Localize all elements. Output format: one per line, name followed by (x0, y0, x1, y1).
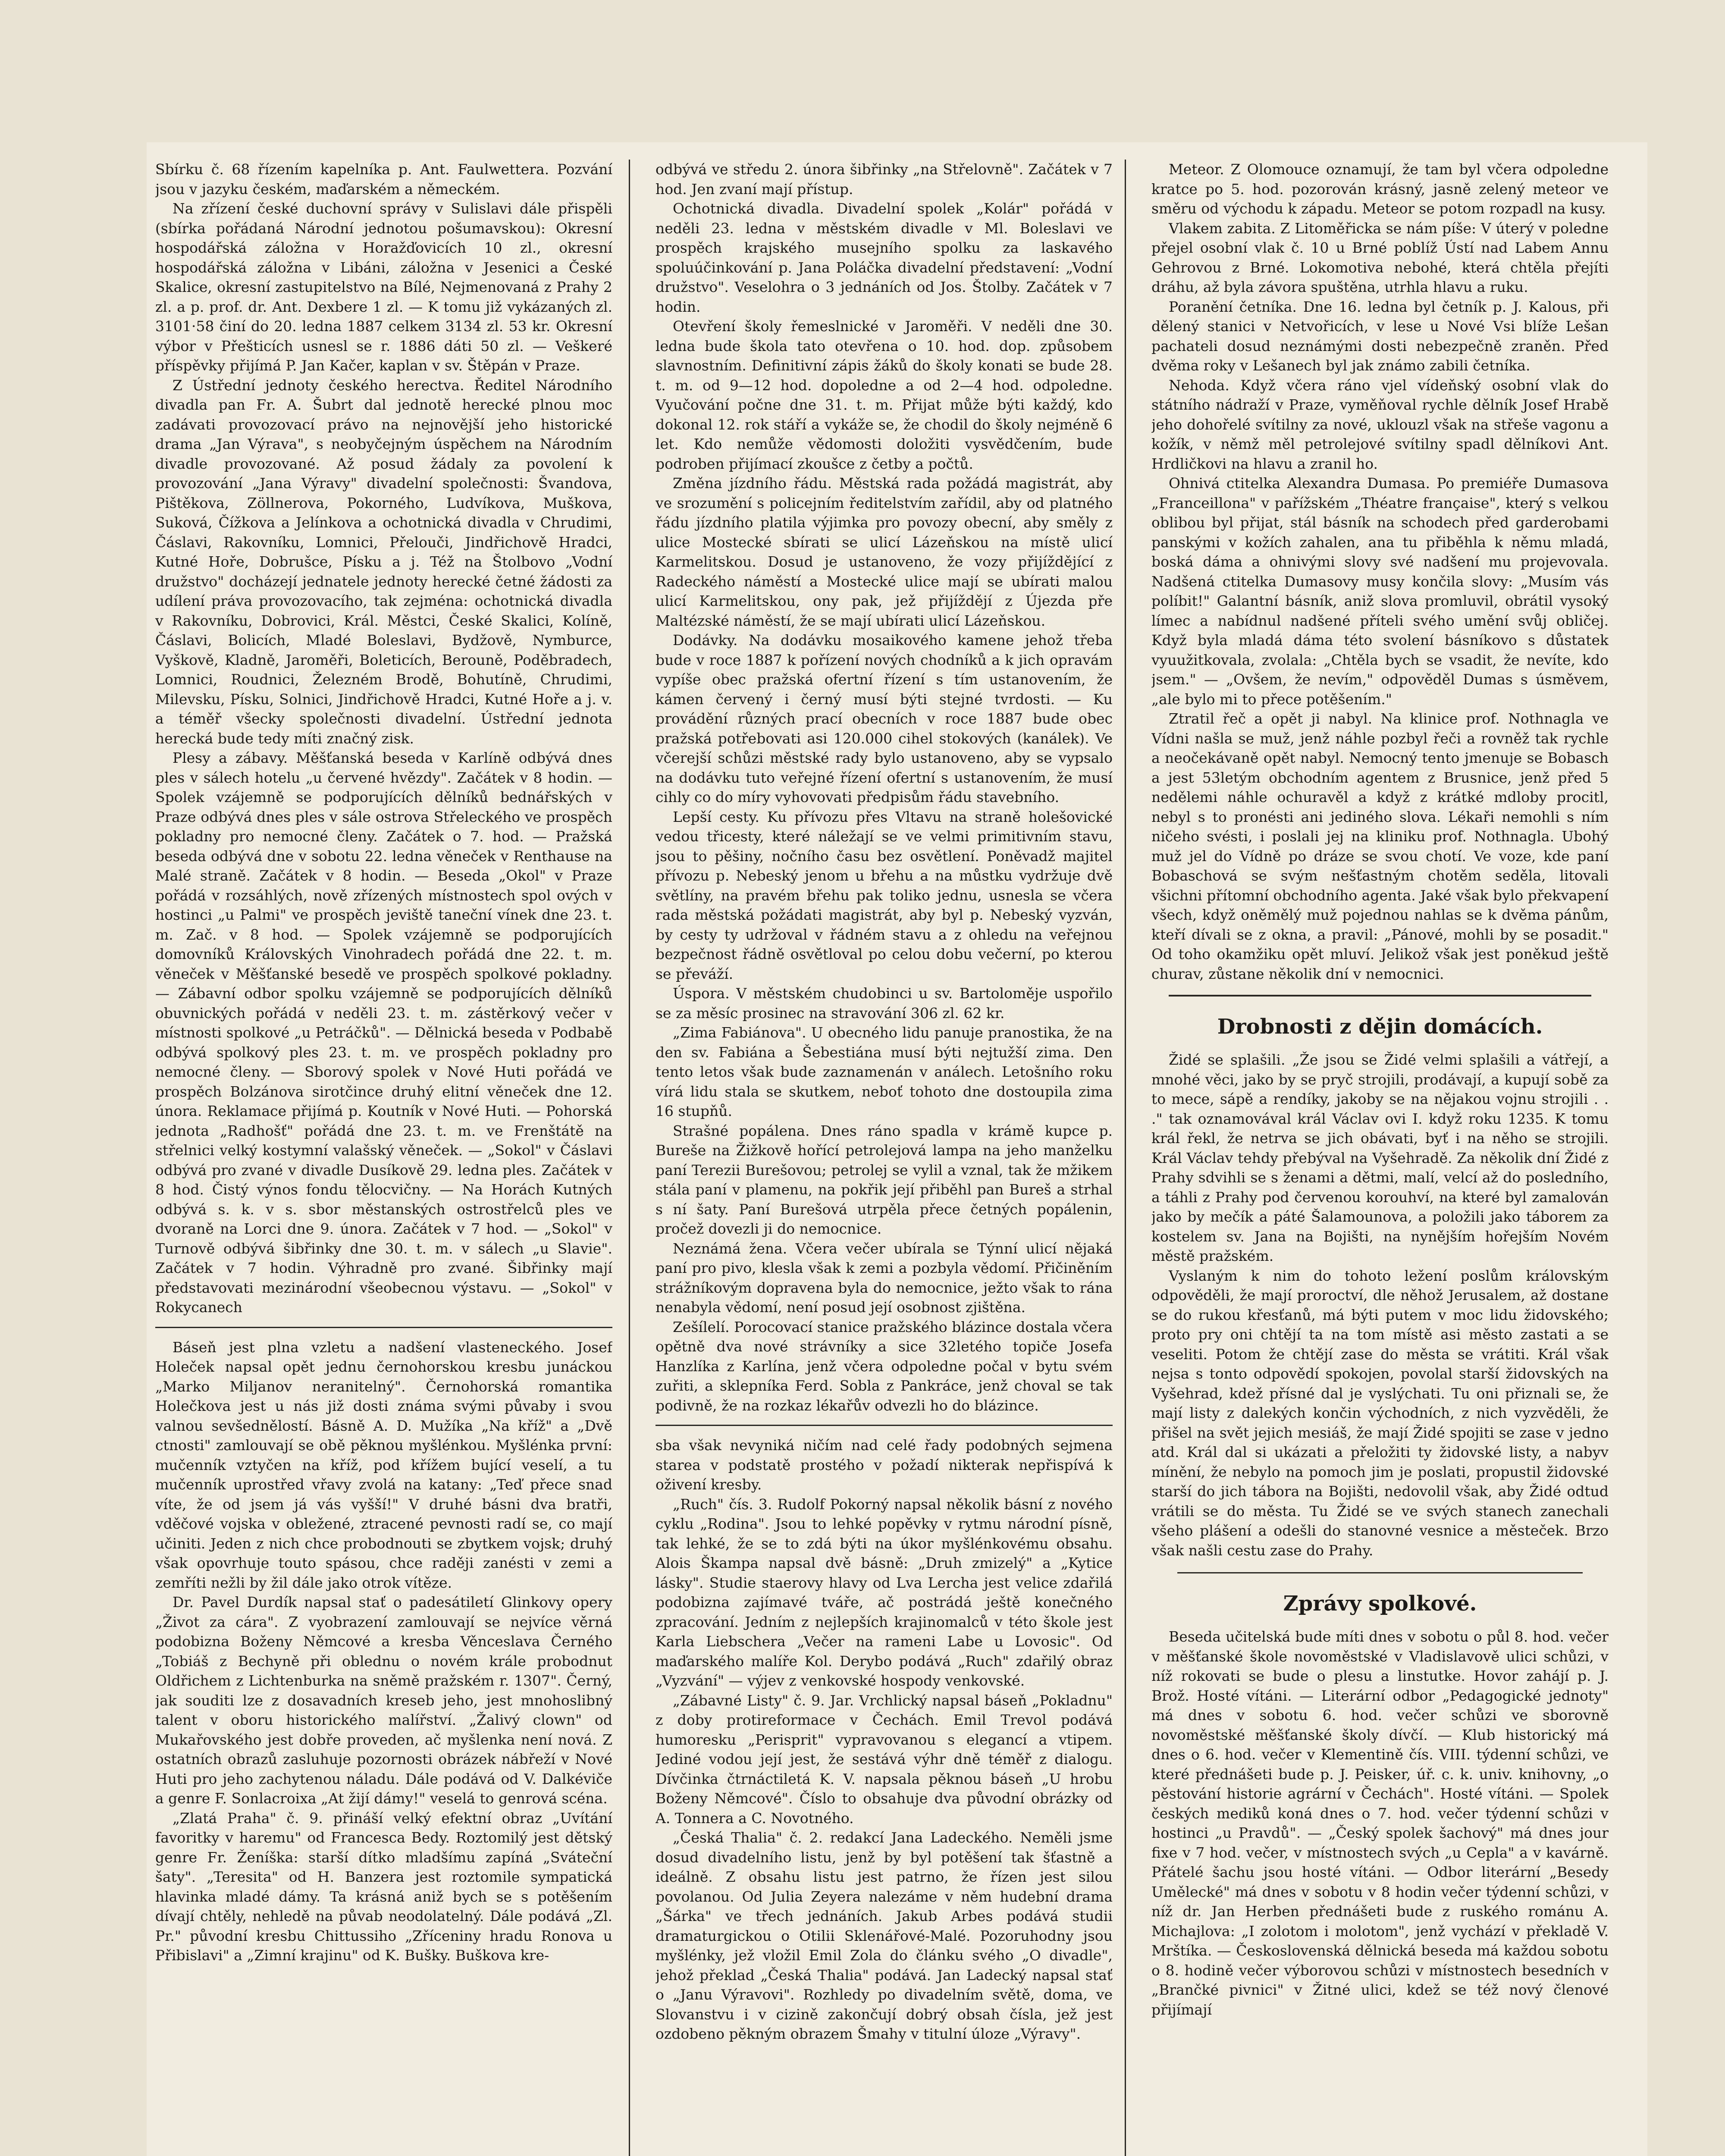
article-dodavky: Dodávky. Na dodávku mosaikového kamene jehož třeba bude v roce 1887 k pořízení nových chodníků a k jich opravám vypíše obec pražská ofertní řízení s tím ustanovením, že kámen červený i černý musí býti stejné tvrdosti. — Ku provádění různých prací obecních v roce 1887 bude obec pražská potřebovati asi 120.000 cihel stokových (kanálek). Ve včerejší schůzi městské rady bylo ustanoveno, aby se vypsalo na dodávku tuto veřejné řízení ofertní s ustanovením, že musí cihly co do míry vyhovovati předpisům řádu stavebního. (656, 632, 1113, 805)
article-meteor: Meteor. Z Olomouce oznamují, že tam byl včera odpoledne kratce po 5. hod. pozorován krásný, jasně zelený meteor ve směru od východu k západu. Meteor se potom rozpadl na kusy. (1151, 161, 1609, 217)
section-divider (1177, 1572, 1583, 1573)
column-middle (656, 160, 1113, 2156)
article-ceska-thalia: „Česká Thalia" č. 2. redakcí Jana Ladeckého. Neměli jsme dosud divadelního listu, jenž by byl potěšení tak šťastně a ideálně. Z obsahu listu jest patrno, že řízen jest silou povolanou. Od Julia Zeyera nalezáme v něm hudební drama „Šárka" ve třech jednáních. Jakub Arbes podává studii dramaturgickou o Otilii Sklenářové-Malé. Pozoruhodny jsou myšlénky, jež vložil Emil Zola do článku svého „O divadle", jehož překlad „Česká Thalia" podává. Jan Ladecký napsal stať o „Janu Výravovi". Rozhledy po divadelním světě, doma, ve Slovanstvu i v cizině zakončují dobrý obsah čísla, jež jest ozdobeno pěkným obrazem Šmahy v titulní úloze „Výravy". (656, 1829, 1113, 2042)
article-zesileli: Zešílelí. Porocovací stanice pražského blázince dostala včera opětně dva nové strávníky a sice 32letého topiče Josefa Hanzlíka z Karlína, jenž včera odpoledne počal v bytu svém zuřiti, a sklepníka Ferd. Sobla z Pankráce, jenž choval se tak podivně, že na rozkaz lékařův odvezli ho do blázince. (656, 1318, 1113, 1414)
article-neznama-zena: Neznámá žena. Včera večer ubírala se Týnní ulicí nějaká paní pro pivo, klesla však k zemi a pozbyla vědomí. Přičiněním strážníkovým dopravena byla do nemocnice, ježto však to rána nenabyla vědomí, není posud její osobnost zjištěna. (656, 1240, 1113, 1316)
article-review-1: Báseň jest plna vzletu a nadšení vlasteneckého. Josef Holeček napsal opět jednu černohorskou kresbu junáckou „Marko Miljanov neranitelný". Černohorská romantika Holečkova jest u nás již dosti známa svými půvaby i svou valnou sevšednělostí. Básně A. D. Mužíka „Na kříž" a „Dvě ctnosti" zamlouvají se obě pěknou myšlénkou. Myšlénka první: mučenník vztyčen na kříž, pod křížem bující veselí, a tu mučenník uprostřed vřavy zvolá na katany: „Teď přece snad víte, že od jsem já vás vyšší!" V druhé básni dva bratři, vděčové vojska v obležené, ztracené pevnosti radí se, co mají učiniti. Jeden z nich chce probodnouti se zbytkem vojsk; druhý však opovrhuje touto spásou, chce raději zanésti v zemi a zemříti nežli by žil dále jako otrok vítěze. (155, 1338, 612, 1591)
article-ruch: „Ruch" čís. 3. Rudolf Pokorný napsal několik básní z nového cyklu „Rodina". Jsou to lehké popěvky v rytmu národní písně, tak lehké, že se to zdá býti na úkor myšlénkovému obsahu. Alois Škampa napsal dvě básně: „Druh zmizelý" a „Kytice lásky". Studie staerovy hlavy od Lva Lercha jest velice zdařilá podobizna zajímavé tváře, ač postrádá ještě konečného zpracování. Jedním z nejlepších krajinomalců v této škole jest Karla Liebschera „Večer na rameni Labe u Lovosic". Od maďarského malíře Kol. Derybo podává „Ruch" zdařilý obraz „Vyzvání" — výjev z venkovské hospody venkovské. (656, 1495, 1113, 1689)
article-ochotnicka-divadla: Ochotnická divadla. Divadelní spolek „Kolár" pořádá v neděli 23. ledna v městském divadle v Ml. Boleslavi ve prospěch krajského musejního spolku za laskavého spoluúčinkování p. Jana Poláčka divadelní představení: „Vodní družstvo". Veselohra o 3 jednáních od Jos. Štolby. Začátek v 7 hodin. (656, 200, 1113, 315)
column-divider (1125, 160, 1126, 2156)
article-zabavne-listy: „Zábavné Listy" č. 9. Jar. Vrchlický napsal báseň „Pokladnu" z doby protireformace v Čechách. Emil Trevol podává humoresku „Perisprit" vypravovanou s elegancí a vtipem. Jediné vodou její jest, že sestává výhr dně téměř z dialogu. Dívčinka čtrnáctiletá K. V. napsala pěknou báseň „U hrobu Boženy Němcové". Číslo to obsahuje dva původní obrázky od A. Tonnera a C. Novotného. (656, 1692, 1113, 1827)
article-herectvo: Z Ústřední jednoty českého herectva. Ředitel Národního divadla pan Fr. A. Šubrt dal jednotě herecké plnou moc zadávati provozovací právo na nejnovější jeho historické drama „Jan Výrava", s neobyčejným úspěchem na Národním divadle provozované. Až posud žádaly za povolení k provozování „Jana Výravy" divadelní společnosti: Švandova, Pištěkova, Zöllnerova, Pokorného, Ludvíkova, Muškova, Suková, Čížkova a Jelínkova a ochotnická divadla v Chrudimi, Čáslavi, Rakovníku, Lomnici, Přelouči, Jindřichově Hradci, Kutné Hoře, Dobrušce, Písku a j. Též na Štolbovo „Vodní družstvo" docházejí jednatele jednoty herecké četné žádosti za udílení práva provozovacího, tak zejména: ochotnická divadla v Rakovníku, Dobrovici, Král. Městci, České Skalici, Kolíně, Čáslavi, Bolicích, Mladé Boleslavi, Bydžově, Nymburce, Vyškově, Kladně, Jaroměři, Boleticích, Berouně, Poděbradech, Lomnici, Roudnici, Železném Brodě, Bohutíně, Chrudimi, Milevsku, Písku, Solnici, Jindřichově Hradci, Kutné Hoře a j. v. a téměř všecky společnosti divadelní. Ústřední jednota herecká bude tedy míti značný zisk. (155, 376, 612, 747)
article-zlata-praha: „Zlatá Praha" č. 9. přináší velký efektní obraz „Uvítání favoritky v haremu" od Francesca Bedy. Roztomilý jest dětský genre Fr. Ženíška: starší dítko mladšímu zapíná „Sváteční šaty". „Teresita" od H. Banzera jest roztomile sympatická hlavinka mladé dámy. Ta krásná aniž bych se s potěšením dívají chtěly, nehledě na půvab neodolatelný. Dále podává „Zl. Pr." původní kresbu Chittussiho „Zříceniny hradu Ronova u Přibislavi" a „Zimní krajinu" od K. Bušky. Buškova kre- (155, 1809, 612, 1964)
section-divider (1169, 995, 1591, 997)
article-popalena: Strašné popálena. Dnes ráno spadla v krámě kupce p. Bureše na Žižkově hořící petrolejová lampa na jeho manželku paní Terezii Burešovou; petrolej se vylil a vznal, tak že mžikem stála paní v plamenu, na pokřik její přiběhl pan Bureš a strhal s ní šaty. Paní Burešová utrpěla přece četných popálenin, pročež dovezli ji do nemocnice. (656, 1122, 1113, 1237)
article-uspora: Úspora. V městském chudobinci u sv. Bartoloměje uspořilo se za měsíc prosinec na stravování 306 zl. 62 kr. (656, 985, 1113, 1022)
column-divider (629, 160, 630, 2156)
section-divider (656, 1425, 1113, 1426)
column-right (1151, 160, 1609, 2156)
article-plesy: Plesy a zábavy. Měšťanská beseda v Karlíně odbývá dnes ples v sálech hotelu „u červené hvězdy". Začátek v 8 hodin. — Spolek vzájemně se podporujících dělníků bednářských v Praze odbývá dnes ples v sále ostrova Střeleckého ve prospěch pokladny pro nemocné členy. Začátek o 7. hod. — Pražská beseda odbývá dne v sobotu 22. ledna věneček v Renthause na Malé straně. Začátek v 8 hodin. — Beseda „Okol" v Praze pořádá v rozsáhlých, nově zřízených místnostech spol ových v hostinci „u Palmi" ve prospěch jeviště taneční vínek dne 23. t. m. Zač. v 8 hod. — Spolek vzájemně se podporujících domovníků Královských Vinohradech pořádá dne 22. t. m. věneček v Měšťanské besedě ve prospěch spolkové pokladny. — Zábavní odbor spolku vzájemně se podporujících dělníků obuvnických pořádá v neděli 23. t. m. zástěrkový večer v místnosti spolkové „u Petráčků". — Dělnická beseda v Podbabě odbývá spolkový ples 23. t. m. ve prospěch pokladny pro nemocné členy. — Sborový spolek v Nové Huti pořádá ve prospěch Bolzánova sirotčince druhý elitní věneček dne 12. února. Reklamace přijímá p. Koutník v Nové Huti. — Pohorská jednota „Radhošť" pořádá dne 23. t. m. ve Frenštátě na střelnici velký kostymní valašský věneček. — „Sokol" v Čáslavi odbývá pro zvané v divadle Dusíkově 29. ledna ples. Začátek v 8 hod. Čistý výnos fondu tělocvičny. — Na Horách Kutných odbývá s. k. v s. sbor městanských ostrostřelců ples ve dvoraně na Lorci dne 9. února. Začátek v 7 hod. — „Sokol" v Turnově odbývá šibřinky dne 30. t. m. v sálech „u Slavie". Začátek v 7 hodin. Výhradně pro zvané. Šibřinky mají představovati mezinárodní všeobecnou výstavu. — „Sokol" v Rokycanech (155, 749, 612, 1316)
article-ztratil-rec: Ztratil řeč a opět ji nabyl. Na klinice prof. Nothnagla ve Vídni našla se muž, jenž náhle pozbyl řeči a rovněž tak rychle a neočekávaně opět nabyl. Nemocný tento jmenuje se Bobasch a jest 53letým obchodním agentem z Brusnice, jenž před 5 nedělemi náhle ochuravěl a když z krátké mdloby procitl, nebyl s to pronésti ani jediného slova. Lékaři nemohli s ním ničeho svésti, i poslali jej na kliniku prof. Nothnagla. Ubohý muž jel do Vídně po dráze se svou chotí. Ve voze, kde paní Bobaschová se svým nešťastným chotěm seděla, litovali všichni přítomní obchodního agenta. Jaké však bylo překvapení všech, když oněmělý muž pojednou nahlas se k dvěma pánům, kteří dívali se z okna, a pravil: „Pánové, mohli by se posadit." Od toho okamžiku opět mluví. Jelikož však jest poněkud ještě churav, zůstane několik dní v nemocnici. (1151, 710, 1609, 982)
article-continuation: odbývá ve středu 2. února šibřinky „na Střelovně". Začátek v 7 hod. Jen zvaní mají přístup. (656, 161, 1113, 197)
article-poraneni-cetnika: Poranění četníka. Dne 16. ledna byl četník p. J. Kalous, při dělený stanici v Netvořicích, v lese u Nové Vsi blíže Lešan pachateli dosud neznámými dosti nebezpečně zraněn. Před dvěma roky v Lešanech byl jak známo zabili četníka. (1151, 298, 1609, 374)
article-skola-jaromer: Otevření školy řemeslnické v Jaroměři. V neděli dne 30. ledna bude škola tato otevřena o 10. hod. dop. způsobem slavnostním. Definitivní zápis žáků do školy konati se bude 28. t. m. od 9—12 hod. dopoledne a od 2—4 hod. odpoledne. Vyučování počne dne 31. t. m. Přijat může býti každý, kdo dokonal 12. rok stáří a vykáže se, že chodil do školy nejméně 6 let. Kdo nemůže vědomosti doložiti vysvědčením, bude podroben přijímací zkoušce z četby a počtů. (656, 318, 1113, 472)
column-left (155, 160, 612, 2156)
article-sulislav: Na zřízení české duchovní správy v Sulislavi dále přispěli (sbírka pořádaná Národní jednotou pošumavskou): Okresní hospodářská záložna v Horažďovicích 10 zl., okresní hospodářská záložna v Libáni, záložna v Jesenici a České Skalice, okresní zastupitelstvo na Bílé, Nejmenovaná z Prahy 2 zl. a p. prof. dr. Ant. Dexbere 1 zl. — K tomu již vykázaných zl. 3101·58 činí do 20. ledna 1887 celkem 3134 zl. 53 kr. Okresní výbor v Přešticích usnesl se r. 1886 dáti 50 zl. — Veškeré příspěvky přijímá P. Jan Kačer, kaplan v sv. Štěpán v Praze. (155, 200, 612, 374)
article-lepsi-cesty: Lepší cesty. Ku přívozu přes Vltavu na straně holešovické vedou třicesty, které náležají se ve velmi primitivním stavu, jsou to pěšiny, nočního času bez osvětlení. Poněvadž majitel přívozu p. Nebeský jenom u břehu a na můstku vydržuje dvě světlíny, na pravém břehu pak toliko jednu, usnesla se včera rada městská požádati magistrát, aby byl p. Nebeský vyzván, by cesty ty udržoval v řádném stavu a z ohledu na veřejnou bezpečnost řádně osvětloval po celou dobu večerní, po kterou se převáží. (656, 808, 1113, 982)
article-spolky: Beseda učitelská bude míti dnes v sobotu o půl 8. hod. večer v měšťanské škole novoměstské v Vladislavově ulici schůzi, v níž rokovati se bude o plesu a linstutke. Hovor zahájí p. J. Brož. Hosté vítáni. — Literární odbor „Pedagogické jednoty" má dnes v sobotu 6. hod. večer schůzi ve sborovně novoměstské měšťanské školy dívčí. — Klub historický má dnes o 6. hod. večer v Klementině čís. VIII. týdenní schůzi, ve které přednášeti bude p. J. Peisker, úř. c. k. univ. knihovny, „o pěstování historie agrární v Čechách". Hosté vítáni. — Spolek českých mediků koná dnes o 7. hod. večer týdenní schůzi v hostinci „u Pravdů". — „Český spolek šachový" má dnes jour fixe v 7 hod. večer, v místnostech svých „u Cepla" a v kavárně. Přátelé šachu jsou hosté vítáni. — Odbor literární „Besedy Umělecké" má dnes v sobotu v 8 hodin večer týdenní schůzi, v níž dr. Jan Herben přednášeti bude z ruského románu A. Michajlova: „I zolotom i molotom", jenž vychází v překladě V. Mrštíka. — Československá dělnická beseda má každou sobotu o 8. hodině večer výborovou schůzi v místnostech besedních v „Brančké pivnici" v Žitné ulici, kdež se též nový členové přijímají (1151, 1628, 1609, 2018)
newspaper-page (147, 142, 1647, 2156)
section-heading-drobnosti: Drobnosti z dějin domácích. (1217, 1015, 1543, 1039)
article-zide: Židé se splašili. „Že jsou se Židé velmi splašili a vátřejí, a mnohé věci, jako by se pryč strojili, prodávají, a kupují sobě za to mece, sápě a rendíky, jakoby se na nějakou vojnu strojili . . ." tak oznamovával král Václav ovi I. když roku 1235. K tomu král řekl, že netrva se jich obávati, byť i na něho se strojili. Král Václav tehdy přebýval na Vyšehradě. Za několik dní Židé z Prahy sdvihli se s ženami a dětmi, malí, velcí až do posledního, a táhli z Prahy pod červenou korouhví, na které byl zamalován jako by mečík a páté Šalamounova, a položili jako táborem za kostelem sv. Jana na Bojišti, na nynějším hořejším Novém městě pražském. (1151, 1051, 1609, 1264)
article-review-2: Dr. Pavel Durdík napsal stať o padesátiletí Glinkovy opery „Život za cára". Z vyobrazení zamlouvají se nejvíce věrná podobizna Boženy Němcové a kresba Věnceslava Černého „Tobiáš z Bechyně při oblednu o novém krále probodnut Oldřichem z Lichtenburka na sněmě pražském r. 1307". Černý, jak souditi lze z dosavadních kreseb jeho, jest mnohoslibný talent v oboru historického malířství. „Žalivý clown" od Mukařovského jest dobře proveden, ač myšlenka není nová. Z ostatních obrazů zasluhuje pozornosti obrázek nábřeží v Nové Huti pro jeho zachytenou náladu. Dále podává od V. Dalkéviče a genre F. Sonlacroixa „At žijí dámy!" veselá to genrová scéna. (155, 1594, 612, 1807)
article-vlakem-zabita: Vlakem zabita. Z Litoměřicka se nám píše: V úterý v poledne přejel osobní vlak č. 10 u Brné poblíž Ústí nad Labem Annu Gehrovou z Brné. Lokomotiva nebohé, která chtěla přejíti dráhu, až byla závora spuštěna, utrhla hlavu a ruku. (1151, 219, 1609, 295)
article-jizdni-rad: Změna jízdního řádu. Městská rada požádá magistrát, aby ve srozumění s policejním ředitelstvím zařídil, aby od platného řádu jízdního platila výjimka pro povozy obecní, aby směly z ulice Mostecké sbírati se ulicí Lázeňskou na místě ulicí Karmelitskou. Dosud je ustanoveno, že vozy přijíždějící z Radeckého náměstí a Mostecké ulice mají se ubírati malou ulicí Karmelitskou, ony pak, jež přijíždějí z Újezda pře Maltézské náměstí, že se mají ubírati ulicí Lázeňskou. (656, 475, 1113, 629)
article-review-continuation: sba však nevyniká ničím nad celé řady podobných sejmena starea v podstatě prostého v požadí nikterak nepřispívá k oživení kresby. (656, 1437, 1113, 1493)
section-heading-zpravy: Zprávy spolkové. (1283, 1592, 1477, 1616)
article-dumas: Ohnivá ctitelka Alexandra Dumasa. Po premiéře Dumasova „Franceillona" v pařížském „Théatre française", který s velkou oblibou byl přijat, stál básník na schodech před garderobami panskými v kožích zahalen, ana tu přiběhla k němu mladá, boská dáma a ohnivými slovy své nadšení mu projevovala. Nadšená ctitelka Dumasovy musy končila slovy: „Musím vás políbit!" Galantní básník, aniž slova promluvil, obrátil vysoký límec a nabídnul nadšené příteli svého umění svůj obličej. Když byla mladá dáma této svolení básníkovo s důstatek vyuužitkovala, zvolala: „Chtěla bych se vsadit, že nevíte, kdo jsem." — „Ovšem, že nevím," odpověděl Dumas s úsměvem, „ale bylo mi to přece potěšením." (1151, 475, 1609, 708)
article-nehoda: Nehoda. Když včera ráno vjel vídeňský osobní vlak do státního nádraží v Praze, vyměňoval rychle dělník Josef Hrabě jeho dohořelé svítilny za nové, uklouzl však na střeše vagonu a kožík, v němž měl petrolejové svítilny spadl dělníkovi Ant. Hrdličkovi na hlavu a zranil ho. (1151, 376, 1609, 472)
section-divider (155, 1327, 612, 1328)
article-zide-2: Vyslaným k nim do tohoto ležení poslům královským odpověděli, že mají proroctví, dle něhož Jerusalem, až dostane se do rukou křesťanů, má býti putem v moc lidu židovského; proto pry oni chtějí ta na tom místě asi město zastati a se veseliti. Potom že chtějí zase do města se vrátiti. Král však nejsa s tonto odpovědí spokojen, povolal starší židovských na Vyšehrad, kdež přísné dal je vyslýchati. Tu oni přiznali se, že mají listy z dalekých končin východních, z nich vyzvěděli, že přišel na svět jejich mesiáš, že mají Židé spojiti se zase v jedno atd. Král dal si ukázati a přeložiti ty židovské listy, a nabyv mínění, že nebylo na pomoch jim je poslati, propustil židovské starší do jich tábora na Bojišti, nedovolil však, aby Židé odtud vrátili se do města. Tu Židé se ve svých stanech zanechali všeho plášení a odešli do stanovné vesnice a městeček. Brzo však našli cestu zase do Prahy. (1151, 1267, 1609, 1559)
article-fragment-top: Sbírku č. 68 řízením kapelníka p. Ant. Faulwettera. Pozvání jsou v jazyku českém, maďarském a německém. (155, 161, 612, 197)
article-zima: „Zima Fabiánova". U obecného lidu panuje pranostika, že na den sv. Fabiána a Šebestiána musí býti nejtužší zima. Den tento letos však bude zaznamenán v análech. Letošního roku vírá lidu stala se skutkem, neboť tohoto dne dostoupila zima 16 stupňů. (656, 1024, 1113, 1119)
